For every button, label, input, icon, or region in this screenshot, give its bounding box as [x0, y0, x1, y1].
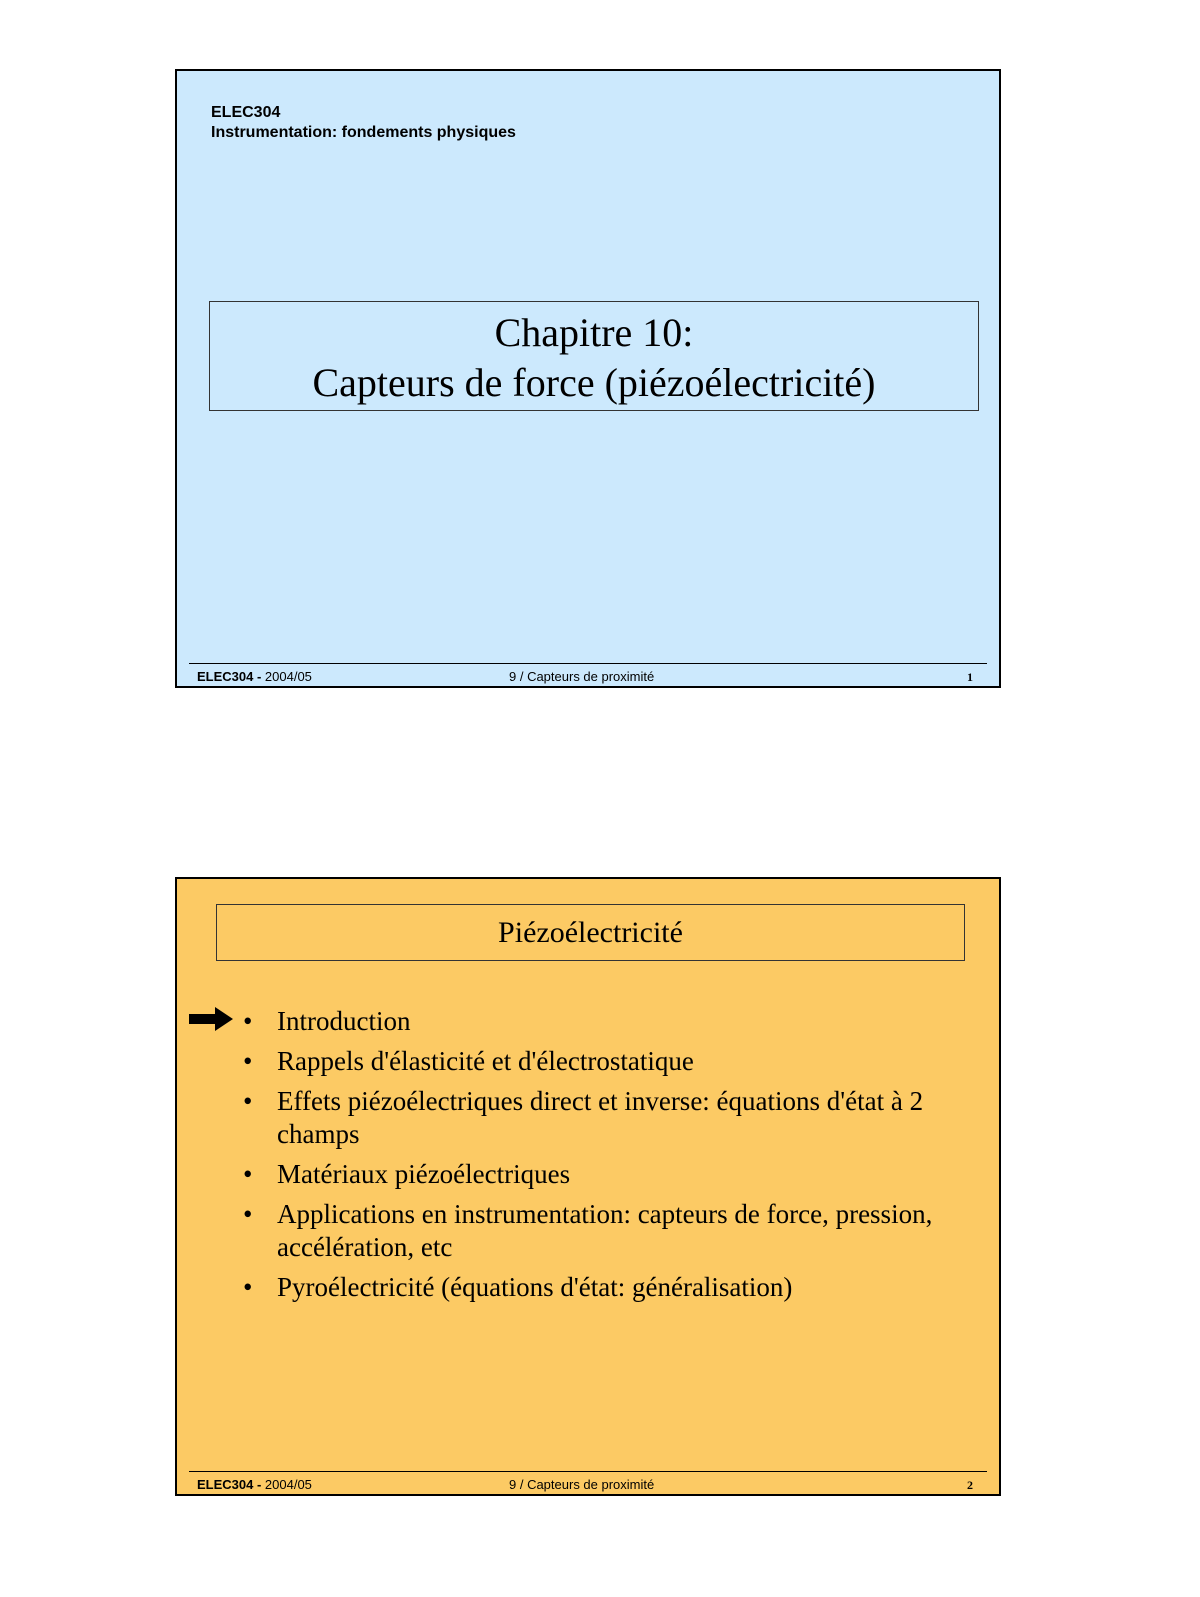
footer-divider — [189, 663, 987, 664]
footer-page-number: 2 — [967, 1478, 973, 1492]
footer-page-number: 1 — [967, 670, 973, 684]
slide-title: Piézoélectricité — [498, 916, 683, 949]
slide-2 — [175, 877, 1001, 1496]
bullet-icon: • — [243, 1199, 253, 1229]
list-item — [243, 1198, 963, 1264]
chapter-title-box — [209, 301, 979, 411]
list-item-text: Effets piézoélectriques direct et inverse: équations d'état à 2 champs — [277, 1086, 924, 1149]
footer-course — [197, 1477, 312, 1493]
footer-divider — [189, 1471, 987, 1472]
slide-title-box — [216, 904, 965, 961]
outline-list — [243, 1005, 963, 1311]
chapter-title-line-1: Chapitre 10: — [494, 310, 694, 355]
list-item-text: Applications en instrumentation: capteurs de force, pression, accélération, etc — [277, 1199, 933, 1262]
bullet-icon: • — [243, 1159, 253, 1189]
chapter-title-line-2: Capteurs de force (piézoélectricité) — [312, 360, 876, 405]
list-item — [243, 1005, 963, 1038]
bullet-icon: • — [243, 1006, 253, 1036]
list-item-text: Introduction — [277, 1006, 411, 1036]
footer-course — [197, 669, 312, 685]
bullet-icon: • — [243, 1086, 253, 1116]
slide-1 — [175, 69, 1001, 688]
footer-year: 2004/05 — [261, 1477, 312, 1492]
bullet-icon: • — [243, 1046, 253, 1076]
course-code: ELEC304 — [211, 104, 281, 121]
course-header — [211, 103, 516, 143]
list-item — [243, 1158, 963, 1191]
footer-year: 2004/05 — [261, 669, 312, 684]
list-item — [243, 1271, 963, 1304]
footer-course-code: ELEC304 - — [197, 669, 262, 684]
list-item-text: Matériaux piézoélectriques — [277, 1159, 571, 1189]
footer-section: 9 / Capteurs de proximité — [509, 669, 655, 684]
footer-section: 9 / Capteurs de proximité — [509, 1477, 655, 1492]
list-item — [243, 1085, 963, 1151]
footer-course-code: ELEC304 - — [197, 1477, 262, 1492]
bullet-icon: • — [243, 1272, 253, 1302]
list-item-text: Pyroélectricité (équations d'état: généralisation) — [277, 1272, 793, 1302]
course-title: Instrumentation: fondements physiques — [211, 124, 516, 141]
list-item — [243, 1045, 963, 1078]
right-arrow-icon — [189, 1007, 233, 1031]
list-item-text: Rappels d'élasticité et d'électrostatique — [277, 1046, 694, 1076]
